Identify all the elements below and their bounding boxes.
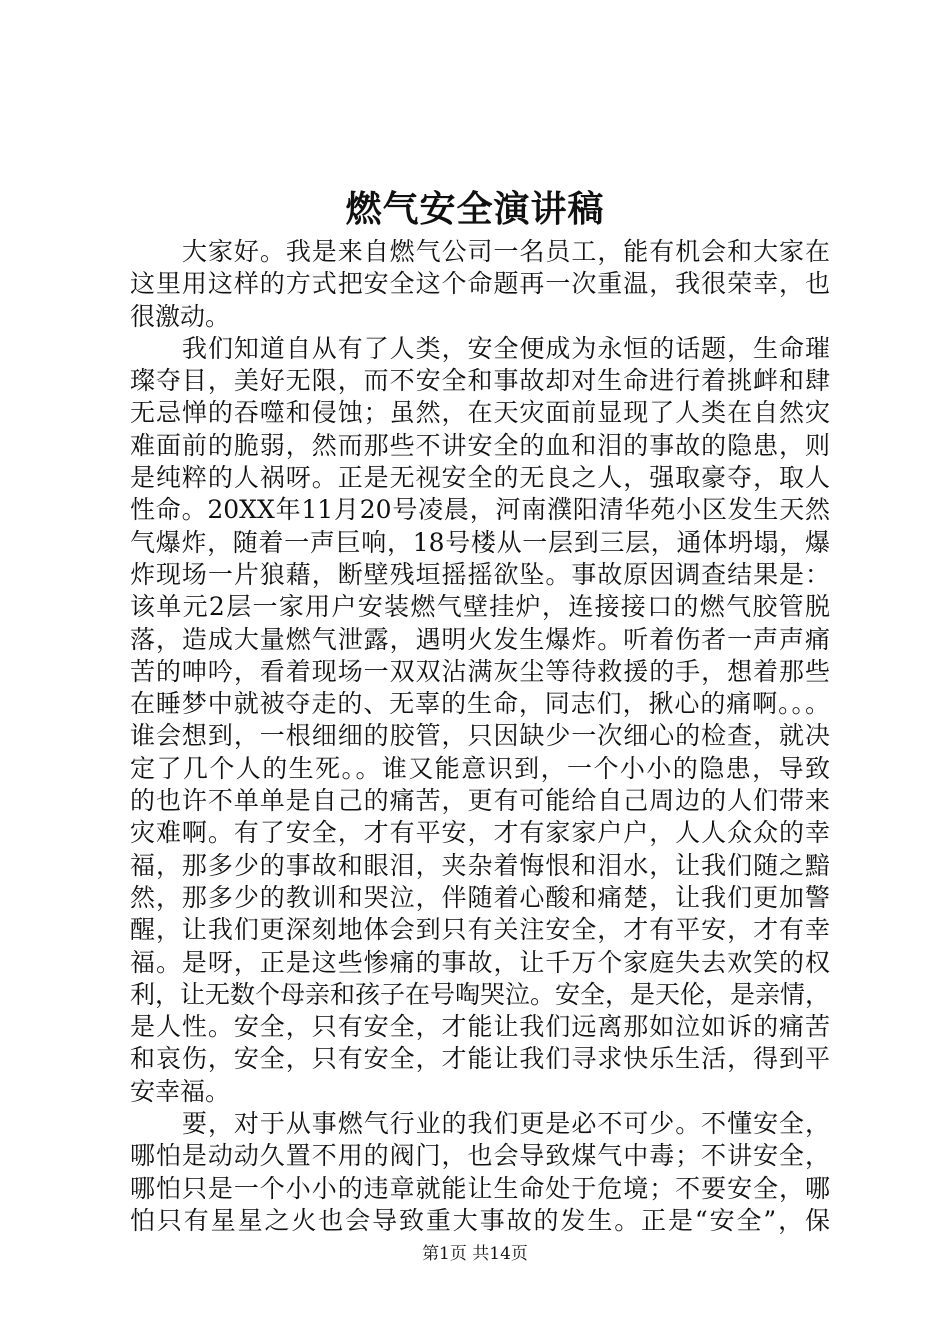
document-title: 燃气安全演讲稿 xyxy=(345,188,605,230)
text-line: 很激动。 xyxy=(130,301,231,331)
text-line: 然，那多少的教训和哭泣，伴随着心酸和痛楚，让我们更加警 xyxy=(130,882,830,912)
text-line: 福。是呀，正是这些惨痛的事故，让千万个家庭失去欢笑的权 xyxy=(130,947,830,977)
text-line: 哪怕是动动久置不用的阀门，也会导致煤气中毒；不讲安全， xyxy=(130,1141,830,1171)
text-line: 气爆炸，随着一声巨响，18号楼从一层到三层，通体坍塌，爆 xyxy=(130,527,830,557)
text-line: 要，对于从事燃气行业的我们更是必不可少。不懂安全， xyxy=(182,1109,830,1139)
text-line: 定了几个人的生死。。谁又能意识到，一个小小的隐患，导致 xyxy=(130,753,830,783)
text-line: 的也许不单单是自己的痛苦，更有可能给自己周边的人们带来 xyxy=(130,786,830,816)
text-line: 哪怕只是一个小小的违章就能让生命处于危境；不要安全，哪 xyxy=(130,1173,830,1203)
text-line: 醒，让我们更深刻地体会到只有关注安全，才有平安，才有幸 xyxy=(130,915,830,945)
text-line: 性命。20XX年11月20号凌晨，河南濮阳清华苑小区发生天然 xyxy=(130,495,830,525)
text-line: 无忌惮的吞噬和侵蚀；虽然，在天灾面前显现了人类在自然灾 xyxy=(130,398,830,428)
text-line: 难面前的脆弱，然而那些不讲安全的血和泪的事故的隐患，则 xyxy=(130,430,830,460)
text-line: 谁会想到，一根细细的胶管，只因缺少一次细心的检查，就决 xyxy=(130,721,830,751)
text-line: 是纯粹的人祸呀。正是无视安全的无良之人，强取豪夺，取人 xyxy=(130,463,830,493)
text-line: 是人性。安全，只有安全，才能让我们远离那如泣如诉的痛苦 xyxy=(130,1012,830,1042)
text-line: 在睡梦中就被夺走的、无辜的生命，同志们，揪心的痛啊。。。 xyxy=(130,689,830,719)
text-line: 安幸福。 xyxy=(130,1076,231,1106)
text-line: 大家好。我是来自燃气公司一名员工，能有机会和大家在 xyxy=(182,237,830,266)
page-footer: 第1页 共14页 xyxy=(422,1244,528,1264)
text-line: 该单元2层一家用户安装燃气壁挂炉，连接接口的燃气胶管脱 xyxy=(130,592,830,622)
text-line: 落，造成大量燃气泄露，遇明火发生爆炸。听着伤者一声声痛 xyxy=(130,624,830,654)
text-line: 炸现场一片狼藉，断壁残垣摇摇欲坠。事故原因调查结果是： xyxy=(130,559,830,589)
text-line: 我们知道自从有了人类，安全便成为永恒的话题，生命璀 xyxy=(182,333,830,363)
text-line: 福，那多少的事故和眼泪，夹杂着悔恨和泪水，让我们随之黯 xyxy=(130,850,830,880)
text-line: 苦的呻吟，看着现场一双双沾满灰尘等待救援的手，想着那些 xyxy=(130,656,830,686)
text-line: 灾难啊。有了安全，才有平安，才有家家户户，人人众众的幸 xyxy=(130,818,830,848)
text-line: 利，让无数个母亲和孩子在号啕哭泣。安全，是天伦，是亲情， xyxy=(130,979,831,1009)
document-body xyxy=(130,236,830,1237)
text-line: 怕只有星星之火也会导致重大事故的发生。正是“安全”，保 xyxy=(130,1205,830,1235)
text-line: 和哀伤，安全，只有安全，才能让我们寻求快乐生活，得到平 xyxy=(130,1044,830,1074)
text-line: 璨夺目，美好无限，而不安全和事故却对生命进行着挑衅和肆 xyxy=(130,366,830,396)
text-line: 这里用这样的方式把安全这个命题再一次重温，我很荣幸，也 xyxy=(130,269,830,299)
